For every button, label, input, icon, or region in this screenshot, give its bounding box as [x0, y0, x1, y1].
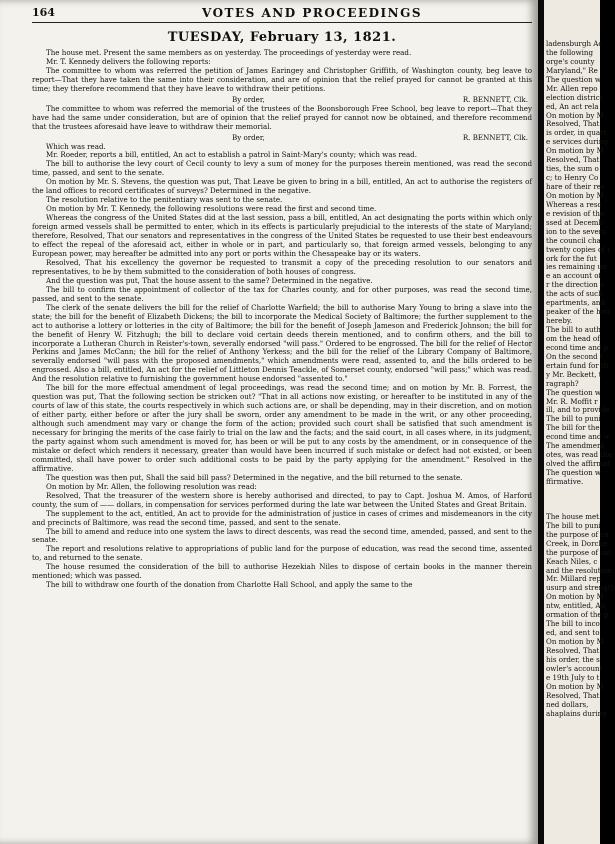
right-page-fragment	[544, 0, 615, 844]
right-page-line: The bill to inco	[546, 619, 600, 629]
page-body	[32, 25, 532, 844]
paragraph: The house met. Present the same members as on yesterday. The proceedings of yesterday were read.	[46, 48, 412, 57]
date-heading: TUESDAY, February 13, 1821.	[167, 30, 397, 45]
right-page-line: c; to Henry Co	[546, 173, 599, 183]
right-page-line: y Mr. Beckett, t	[546, 369, 602, 379]
right-page-line: owler's account	[546, 663, 603, 673]
right-page-line: e an account of	[546, 271, 602, 281]
right-page-line: Mr. Allen repo	[546, 83, 598, 93]
right-page-line: ies remaining un	[546, 262, 607, 272]
right-page-line: peaker of the hou	[546, 307, 610, 317]
paragraph: The clerk of the senate delivers the bill for the relief of Charlotte Warfield; the bill to authorise Mary Young to bring a slave into the state; the bill for the benefit of Elizabeth Dickens; the bill to incorporate the Medical Society of Baltimore; the further supplement to the act to authorise a lottery or lotteries in the city of Baltimore; the bill for the benefit of Joseph Jameson and Frederick Johnson; the bill for the benefit of Henry W. Fitzhugh; the bill to declare void certain deeds therein mentioned, and to confirm others, and the bill to incorporate a Lutheran Church in Reister's-town, severally endorsed "will pass." Ordered to be engrossed. The bill for the relief of Hector Perkins and James McCann; the bill for the relief of Anthony Yerkess; and the bill for the relief of the Library Company of Baltimore, severally endorsed "will pass with the proposed amendments," which amendments were read, assented to, and the bills ordered to be engrossed. Also a bill, entitled, An act for the relief of Littleton Dennis Teackle, of Somerset county, endorsed "will pass;" which was read. And the resolution relative to furnishing the government house endorsed "assented to."	[32, 302, 532, 384]
right-page-line: ertain fund for th	[546, 360, 609, 370]
right-page-line: the council cha	[546, 235, 601, 245]
paragraph: Mr. T. Kennedy delivers the following reports:	[46, 56, 211, 66]
right-page-line: Resolved, That	[546, 119, 600, 129]
right-page-line: The house met.	[546, 511, 602, 521]
right-page-line: The bill to puni	[546, 520, 601, 530]
right-page-line: twenty copies of t	[546, 244, 610, 254]
right-page-line: On motion by M	[546, 146, 604, 156]
paragraph: On motion by Mr. Allen, the following resolution was read:	[46, 481, 257, 491]
right-page-line: Keach Niles, c	[546, 556, 598, 566]
right-page-line: the purpose of cu	[546, 529, 609, 539]
right-page-line: Whereas a reso	[546, 199, 602, 209]
page-number: 164	[32, 6, 55, 19]
right-page-line: The question w	[546, 468, 601, 477]
right-page-line: r the direction o	[546, 280, 605, 290]
right-page-line: ntw, entitled, An	[546, 601, 606, 611]
right-page-line: ill, and to provide	[546, 405, 610, 415]
right-page-line: ormation of the p	[546, 610, 609, 620]
right-page-line: usurp and strength	[546, 583, 615, 593]
right-page-line: ned dollars,	[546, 699, 589, 709]
right-page-line: On motion by M	[546, 681, 604, 691]
paragraph-group-2	[32, 105, 532, 132]
right-page-lines	[546, 39, 615, 718]
running-head	[32, 6, 532, 22]
right-page-line: econd time and p	[546, 342, 609, 352]
right-page-line: his order, the s	[546, 654, 600, 664]
right-page-line: orge's county	[546, 56, 595, 66]
right-page-line: election district	[546, 92, 603, 102]
paragraph: The bill to withdraw one fourth of the donation from Charlotte Hall School, and apply the same to the	[46, 580, 413, 590]
right-page-line: ffirmative.	[546, 476, 584, 486]
right-page-line: Mr. Millard rep	[546, 574, 602, 584]
right-page-line: ssed at Decemb	[546, 217, 603, 227]
paragraph-group-1	[32, 49, 532, 94]
right-page-line: the acts of such	[546, 289, 603, 299]
right-page-line: ties, the sum o	[546, 164, 599, 174]
paragraph: The committee to whom was referred the petition of James Earingey and Christopher Griffith, of Washington county, beg leave to report—That they have taken the same into their consideration, and are of opinion that the relief prayed for cannot be granted at this time; they therefore recommend that they have leave to withdraw their petitions.	[32, 65, 532, 93]
right-page-line: hare of their res	[546, 182, 605, 191]
header-rule	[32, 22, 532, 23]
right-page-line: ork for the fut	[546, 253, 597, 263]
right-page-line: ahaplains during	[546, 708, 607, 718]
right-page-line: otes, was read the	[546, 450, 612, 460]
right-page-line: The amendment	[546, 441, 605, 451]
right-page-line: Maryland," Re	[546, 65, 598, 75]
right-page-line: On motion by M	[546, 637, 604, 646]
right-page-line: e revision of the	[546, 208, 605, 218]
right-page-line: om the head of	[546, 333, 600, 343]
paragraph: Resolved, That his excellency the governor be requested to transmit a copy of the preceding resolution to our senators and representatives, to be by them submitted to the consideration of both houses of congress.	[32, 257, 532, 276]
paragraph: On motion by Mr. T. Kennedy, the following resolutions were read the first and second time.	[46, 204, 377, 214]
right-page-line: On the second t	[546, 351, 603, 361]
paragraph: Resolved, That the treasurer of the western shore is hereby authorised and directed, to pay to Capt. Joshua M. Amos, of Harford county, the sum of —— dollars, in compensation for services performed during the late war between the United States and Great Britain.	[32, 490, 532, 509]
right-page-line: and the resolution	[546, 565, 612, 575]
right-page-line: hereby.	[546, 316, 573, 326]
right-page-line: Resolved, That	[546, 155, 600, 165]
right-page-line: ed, An act rela	[546, 101, 599, 111]
paragraph: The committee to whom was referred the memorial of the trustees of the Boonsborough Free School, beg leave to report—That they have had the same under consideration, but are of opinion that the relief prayed for cannot now be obtained, and therefore recommend that the trustees aforesaid have leave to withdraw their memorial.	[32, 103, 532, 131]
paragraph: And the question was put, That the house assent to the same? Determined in the negative.	[46, 275, 373, 285]
paragraph: Mr. Roeder, reports a bill, entitled, An act to establish a patrol in Saint-Mary's county; which was read.	[46, 150, 417, 160]
right-page-line: The bill for the	[546, 423, 600, 433]
right-page-line: Resolved, That	[546, 645, 600, 655]
paragraph: On motion by Mr. S. Stevens, the question was put, That Leave be given to bring in a bill, entitled, An act to authorise the registers of the land offices to record certificates of surveys? Determined in the negative.	[32, 177, 532, 196]
paragraph: The house resumed the consideration of the bill to authorise Hezekiah Niles to dispose of certain books in the manner therein mentioned; which was passed.	[32, 562, 532, 581]
right-page-line: The bill to auth	[546, 325, 601, 334]
right-page-line: The question w	[546, 387, 601, 397]
right-page-line: e services during	[546, 137, 608, 147]
right-page-line: The bill to puni	[546, 414, 601, 424]
signature-label: By order,	[232, 132, 265, 142]
right-page-line: Creek, in Dorche	[546, 538, 608, 548]
right-page-line: On motion by M	[546, 190, 604, 200]
paragraph: The resolution relative to the penitentiary was sent to the senate.	[46, 195, 283, 205]
paragraph: The bill to authorise the levy court of Cecil county to levy a sum of money for the purposes therein mentioned, was read the second time, passed, and sent to the senate.	[32, 159, 532, 178]
right-page-line	[546, 487, 600, 513]
paragraph: The question was then put, Shall the said bill pass? Determined in the negative, and the bill returned to the senate.	[46, 472, 463, 482]
right-page-line: On motion by M	[546, 592, 604, 602]
paragraph: Which was read.	[46, 141, 106, 151]
right-page-line: epartments, and	[546, 298, 606, 308]
right-page-line: econd time and w	[546, 432, 610, 442]
right-page-line: ragraph?	[546, 378, 579, 388]
paragraph-group-3	[32, 143, 532, 591]
right-page-line: the following	[546, 47, 594, 57]
running-title: VOTES AND PROCEEDINGS	[202, 6, 423, 20]
right-page-line: Mr. R. Moffit r	[546, 396, 598, 406]
right-page-line: the purpose of sat	[546, 547, 612, 557]
right-page-line: olved the affirmat	[546, 459, 611, 469]
right-page-line: ladensburgh Ac	[546, 39, 603, 48]
right-page-line: ed, and sent to	[546, 628, 600, 638]
paragraph: The bill for the more effectual amendment of legal proceedings, was read the second time; and on motion by Mr. B. Forrest, the question was put, That the following section be stricken out? "That in all actions now existing, or hereafter to be instituted in any of the courts of law of this state, the courts respectively in which such actions are, or shall be depending, may in their discretion, and on motion of either party, either before or after the jury shall be sworn, order any amendment to be made in the writ, or any other proceeding, although such amendment may vary or change the form of the action; provided such court shall be satisfied that such amendment is necessary for bringing the merits of the case fairly to trial on the law and the facts; and the said court, in all cases where, in its judgment, the party against whom such amendment is moved for, has been or will be put to any costs by the amendment, or in consequence of the mistake or defect which renders it necessary, greater than would have been incurred if such mistake or defect had not existed, or been committed, shall have power to order such additional costs to be paid by the party applying for the amendment." Resolved in the affirmative.	[32, 383, 532, 473]
signature-2	[32, 134, 532, 143]
signature-label: By order,	[232, 94, 265, 104]
right-page-line: ion to the severa	[546, 226, 607, 236]
signature-name: R. BENNETT, Clk.	[462, 132, 528, 142]
right-page-line: On motion by M	[546, 110, 604, 120]
signature-name: R. BENNETT, Clk.	[462, 94, 528, 104]
right-page-line: Resolved, That	[546, 690, 600, 700]
paragraph: The report and resolutions relative to appropriations of public land for the purpose of education, was read the second time, assented to, and returned to the senate.	[32, 544, 532, 563]
paragraph: The bill to confirm the appointment of collector of the tax for Charles county, and for other purposes, was read the second time, passed, and sent to the senate.	[32, 284, 532, 303]
right-page-line: is order, in quart	[546, 128, 607, 138]
paragraph: Whereas the congress of the United States did at the last session, pass a bill, entitled, An act designating the ports within which only foreign armed vessels shall be permitted to enter, which in its effects is particularly prejudicial to the interests of the state of Maryland; therefore, Resolved, That our senators and representatives in the congress of the United States be requested to use their best endeavours to effect the repeal of the aforesaid act, either in whole or in part, and particularly so, that foreign armed vessels, belonging to any European power, may hereafter be admitted into any port or ports within the Chesapeake bay or its waters.	[32, 213, 532, 258]
paragraph: The supplement to the act, entitled, An act to provide for the administration of justice in cases of crimes and misdemeanors in the city and precincts of Baltimore, was read the second time, passed, and sent to the senate.	[32, 508, 532, 527]
right-page-line: The question w	[546, 74, 601, 84]
paragraph: The bill to amend and reduce into one system the laws to direct descents, was read the second time, amended, passed, and sent to the senate.	[32, 526, 532, 545]
right-page-line: e 19th July to t	[546, 672, 600, 682]
